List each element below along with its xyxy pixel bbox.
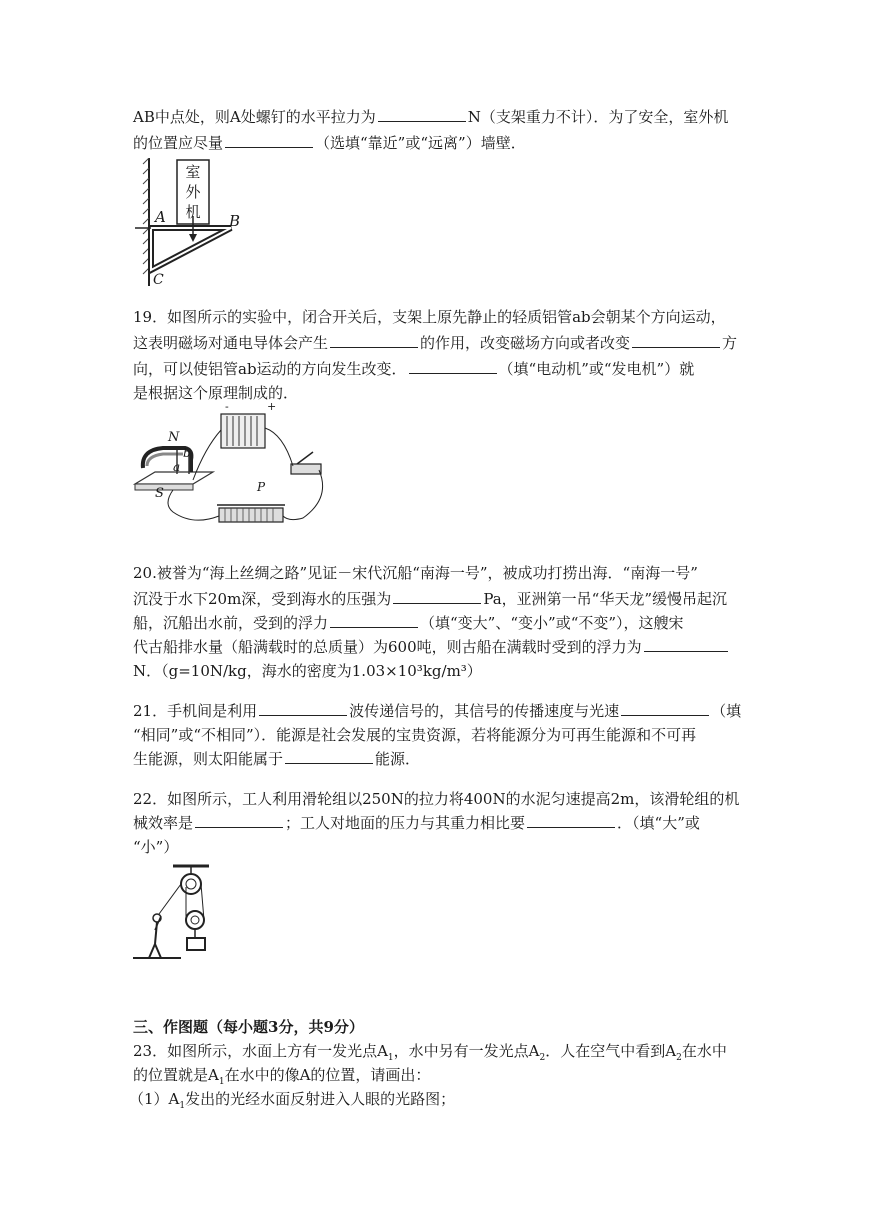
q19-line4: 是根据这个原理制成的． xyxy=(133,384,299,402)
q19-line3 xyxy=(133,358,694,380)
q20-text: 代古船排水量（船满载时的总质量）为600吨，则古船在满载时受到的浮力为 xyxy=(133,638,642,656)
q18-text: 的位置应尽量 xyxy=(133,134,224,152)
q23-text: 在水中的像A的位置，请画出： xyxy=(224,1066,431,1084)
q18-line1 xyxy=(133,106,728,128)
q18-text: N（支架重力不计）．为了安全，室外机 xyxy=(467,108,729,126)
answer-blank[interactable] xyxy=(259,701,347,716)
bracket-figure xyxy=(135,158,275,288)
q23-text: 在水中 xyxy=(681,1042,727,1060)
q18-line2 xyxy=(133,132,526,154)
answer-blank[interactable] xyxy=(632,333,720,348)
q19-text: 方 xyxy=(722,334,738,352)
subscript: 2 xyxy=(539,1053,546,1063)
subscript: 1 xyxy=(387,1053,394,1063)
q20-line3 xyxy=(133,612,684,634)
battery-plus-label: + xyxy=(267,400,277,413)
answer-blank[interactable] xyxy=(644,637,728,652)
q21-line2: “相同”或“不相同”）．能源是社会发展的宝贵资源，若将能源分为可再生能源和不可再 xyxy=(133,726,697,744)
q23-text: 的位置就是A xyxy=(133,1066,219,1084)
q20-text: Pa，亚洲第一吊“华天龙”缓慢吊起沉 xyxy=(483,590,728,608)
pulley-diagram xyxy=(133,862,233,972)
q22-line3: “小”） xyxy=(133,838,179,856)
q21-line1 xyxy=(133,700,741,722)
south-pole-label: S xyxy=(155,486,164,501)
q22-line1: 22．如图所示，工人利用滑轮组以250N的拉力将400N的水泥匀速提高2m，该滑轮组的机 xyxy=(133,790,740,808)
unit-char: 机 xyxy=(185,203,201,221)
q19-line2 xyxy=(133,332,737,354)
q23-text: ．人在空气中看到A xyxy=(545,1042,677,1060)
answer-blank[interactable] xyxy=(225,133,313,148)
motor-experiment-figure xyxy=(133,400,333,533)
outdoor-unit-label xyxy=(183,162,203,222)
q21-text: 生能源，则太阳能属于 xyxy=(133,750,284,768)
q22-text: ．（填“大”或 xyxy=(617,814,700,832)
q23-text: （1）A xyxy=(129,1090,180,1108)
q19-text: 向，可以使铝管ab运动的方向发生改变． xyxy=(133,360,407,378)
pulley-figure xyxy=(133,862,233,972)
answer-blank[interactable] xyxy=(527,813,615,828)
q20-line5: N．（g=10N/kg，海水的密度为1.03×10³kg/m³） xyxy=(133,662,482,680)
q20-text: 沉没于水下20m深，受到海水的压强为 xyxy=(133,590,392,608)
q23-line3 xyxy=(129,1088,455,1117)
unit-char: 外 xyxy=(185,183,201,201)
q19-text: 的作用，改变磁场方向或者改变 xyxy=(420,334,631,352)
q18-text: （选填“靠近”或“远离”）墙壁． xyxy=(315,134,526,152)
q22-text: 械效率是 xyxy=(133,814,194,832)
answer-blank[interactable] xyxy=(409,359,497,374)
q21-text: （填 xyxy=(711,702,742,720)
answer-blank[interactable] xyxy=(330,613,418,628)
q21-line3 xyxy=(133,748,420,770)
point-b-label: B xyxy=(229,212,241,230)
answer-blank[interactable] xyxy=(378,107,466,122)
rod-b-label: b xyxy=(183,446,191,460)
unit-char: 室 xyxy=(185,163,201,181)
q22-text: ；工人对地面的压力与其重力相比要 xyxy=(285,814,526,832)
q23-text: 发出的光经水面反射进入人眼的光路图； xyxy=(185,1090,456,1108)
q21-text: 波传递信号的，其信号的传播速度与光速 xyxy=(349,702,620,720)
subscript: 1 xyxy=(218,1077,225,1087)
point-a-label: A xyxy=(155,208,166,226)
answer-blank[interactable] xyxy=(285,749,373,764)
section-heading: 三、作图题（每小题3分，共9分） xyxy=(133,1018,364,1036)
answer-blank[interactable] xyxy=(195,813,283,828)
q23-text: ，水中另有一发光点A xyxy=(393,1042,540,1060)
q19-text: 这表明磁场对通电导体会产生 xyxy=(133,334,329,352)
q19-text: （填“电动机”或“发电机”）就 xyxy=(498,360,695,378)
point-c-label: C xyxy=(153,272,164,288)
q20-text: （填“变大”、“变小”或“不变”），这艘宋 xyxy=(420,614,684,632)
battery-minus-label: - xyxy=(225,400,229,413)
q20-text: 船，沉船出水前，受到的浮力 xyxy=(133,614,329,632)
answer-blank[interactable] xyxy=(621,701,709,716)
subscript: 1 xyxy=(179,1101,186,1111)
subscript: 2 xyxy=(676,1053,682,1063)
q21-text: 能源． xyxy=(375,750,421,768)
q21-text: 21．手机间是利用 xyxy=(133,702,258,720)
q23-text: 23．如图所示，水面上方有一发光点A xyxy=(133,1042,388,1060)
motor-circuit-diagram xyxy=(133,408,333,533)
answer-blank[interactable] xyxy=(330,333,418,348)
north-pole-label: N xyxy=(168,430,180,445)
q20-line2 xyxy=(133,588,727,610)
answer-blank[interactable] xyxy=(393,589,481,604)
q22-line2 xyxy=(133,812,700,834)
rod-a-label: a xyxy=(173,460,181,474)
rheostat-p-label: P xyxy=(257,480,266,494)
q19-line1: 19．如图所示的实验中，闭合开关后，支架上原先静止的轻质铝管ab会朝某个方向运动， xyxy=(133,308,726,326)
q20-line4 xyxy=(133,636,730,658)
q20-line1: 20.被誉为“海上丝绸之路”见证－宋代沉船“南海一号”，被成功打捞出海．“南海一号” xyxy=(133,564,698,582)
q18-text: AB中点处，则A处螺钉的水平拉力为 xyxy=(133,108,376,126)
